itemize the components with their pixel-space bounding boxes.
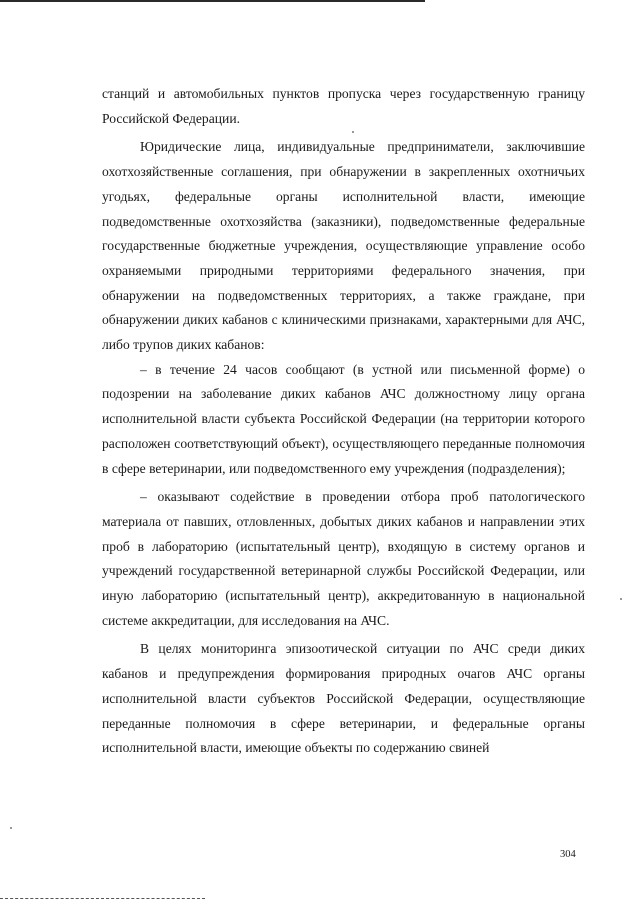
document-body — [102, 82, 585, 761]
paragraph-continuation: станций и автомобильных пунктов пропуска через государственную границу Российской Федерации. — [102, 86, 585, 126]
scan-speck — [620, 598, 622, 600]
list-item-report: – в течение 24 часов сообщают (в устной или письменной форме) о подозрении на заболевание диких кабанов АЧС должностному лицу органа исполнительной власти субъекта Российской Федерации (на территории которого расположен соответствующий объект), осуществляющего переданные полномочия в сфере ветеринарии, или подведомственного ему учреждения (подразделения); — [102, 361, 585, 476]
page-number: 304 — [560, 849, 576, 860]
top-scan-border — [0, 0, 425, 2]
list-item-assist: – оказывают содействие в проведении отбора проб патологического материала от павших, отловленных, добытых диких кабанов и направлении этих проб в лабораторию (испытательный центр), входящую в систему органов и учреждений государственной ветеринарной службы Российской Федерации, или иную лабораторию (испытательный центр), аккредитованную в национальной системе аккредитации, для исследования на АЧС. — [102, 489, 585, 628]
scan-speck — [10, 827, 12, 829]
bottom-scan-border — [0, 898, 205, 899]
paragraph-monitoring: В целях мониторинга эпизоотической ситуации по АЧС среди диких кабанов и предупреждения формирования природных очагов АЧС органы исполнительной власти субъектов Российской Федерации, осуществляющие переданные полномочия в сфере ветеринарии, и федеральные органы исполнительной власти, имеющие объекты по содержанию свиней — [102, 641, 585, 756]
paragraph-legal-entities: Юридические лица, индивидуальные предприниматели, заключившие охотхозяйственные соглашения, при обнаружении в закрепленных охотничьих угодьях, федеральные органы исполнительной власти, имеющие подведомственные охотхозяйства (заказники), подведомственные федеральные государственные бюджетные учреждения, осуществляющие управление особо охраняемыми природными территориями федерального значения, при обнаружении на подведомственных территориях, а также граждане, при обнаружении диких кабанов с клиническими признаками, характерными для АЧС, либо трупов диких кабанов: — [102, 139, 585, 353]
